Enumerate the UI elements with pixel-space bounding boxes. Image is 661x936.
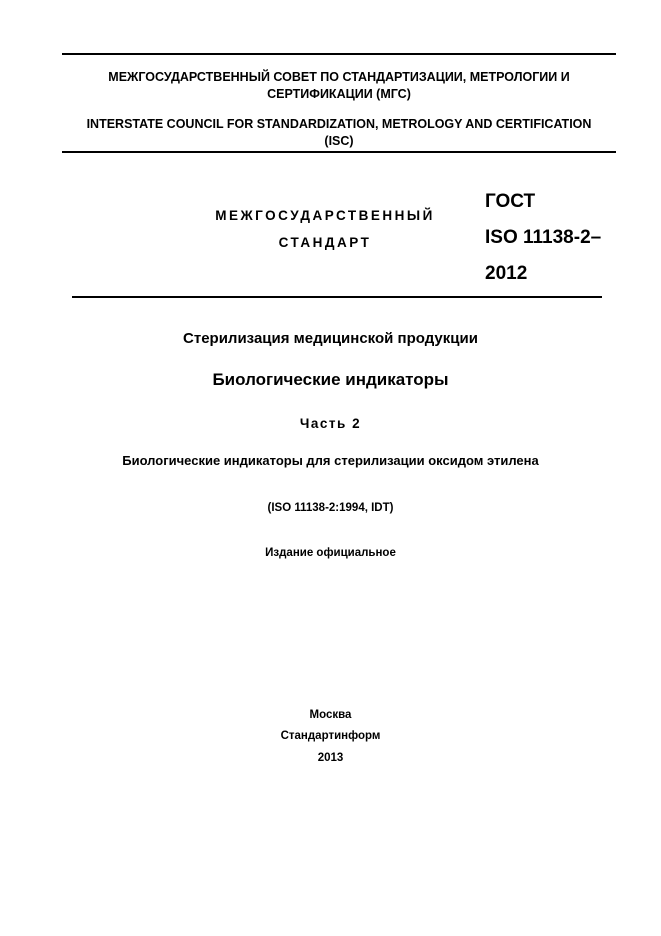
header-divider xyxy=(72,296,602,298)
imprint-publisher: Стандартинформ xyxy=(280,730,381,742)
council-ru-line-1: МЕЖГОСУДАРСТВЕННЫЙ СОВЕТ ПО СТАНДАРТИЗАЦИИ, МЕТРОЛОГИИ И xyxy=(108,70,570,84)
gost-line-1: ГОСТ xyxy=(485,191,536,212)
standard-designation xyxy=(485,184,601,292)
gost-line-3: 2012 xyxy=(485,263,528,284)
council-divider xyxy=(62,151,616,153)
gost-line-2: ISO 11138-2– xyxy=(485,227,602,248)
council-en-line-2: (ISC) xyxy=(324,134,354,148)
imprint-city: Москва xyxy=(309,709,352,721)
iso-reference: (ISO 11138-2:1994, IDT) xyxy=(267,502,394,514)
document-secondary-title: Биологические индикаторы xyxy=(212,370,449,389)
document-title: Стерилизация медицинской продукции xyxy=(183,330,478,347)
council-ru-line-2: СЕРТИФИКАЦИИ (МГС) xyxy=(267,87,411,101)
standard-type-line-1: МЕЖГОСУДАРСТВЕННЫЙ xyxy=(215,208,435,223)
edition-label: Издание официальное xyxy=(265,547,396,559)
imprint-year: 2013 xyxy=(317,752,344,764)
part-label: Часть 2 xyxy=(299,416,362,431)
part-subtitle: Биологические индикаторы для стерилизации оксидом этилена xyxy=(122,453,539,468)
council-en-line-1: INTERSTATE COUNCIL FOR STANDARDIZATION, METROLOGY AND CERTIFICATION xyxy=(86,117,592,131)
standard-type-line-2: СТАНДАРТ xyxy=(278,235,372,250)
council-name-russian xyxy=(62,69,616,103)
council-name-english xyxy=(62,116,616,150)
top-divider xyxy=(62,53,616,55)
